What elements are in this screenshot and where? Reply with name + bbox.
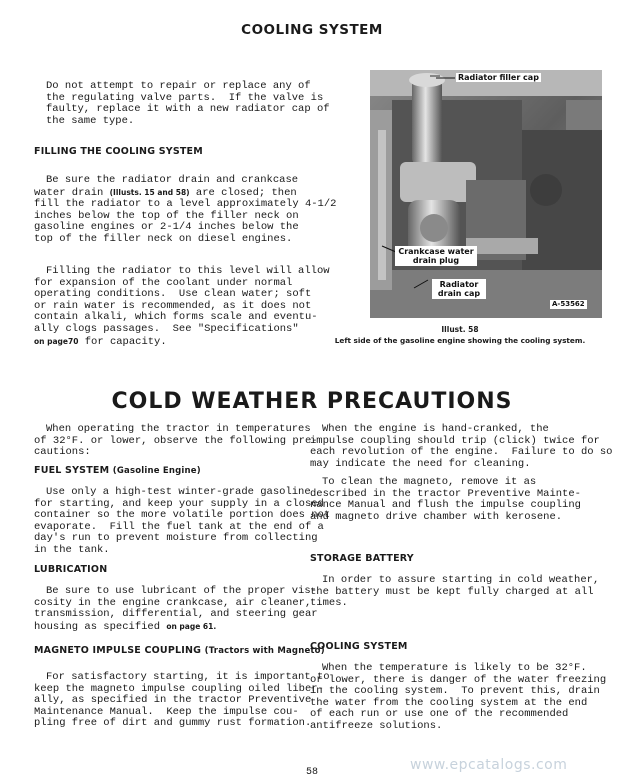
- figure-code: A-53562: [552, 300, 585, 308]
- engine-photo: [370, 70, 602, 318]
- filling-paragraph-2: Filling the radiator to this level will allow for expansion of the coolant under normal operating conditions. Use clean water; soft or rain water is recommended, as it does not contain alkali, which forms scale and eventu- ally clogs passages. See "Specifications" on page70 for capacity.: [34, 265, 330, 348]
- storage-battery-paragraph: In order to assure starting in cold weather, the battery must be kept fully charged at all times.: [310, 574, 600, 610]
- clean-magneto-paragraph: To clean the magneto, remove it as described in the tractor Preventive Mainte- nance Manual and flush the impulse coupling and magneto drive chamber with kerosene.: [310, 476, 581, 523]
- cold-weather-intro: When operating the tractor in temperatures of 32°F. or lower, observe the following pre- cautions:: [34, 423, 318, 459]
- page-citation: on page70: [34, 336, 79, 346]
- section-title: COLD WEATHER PRECAUTIONS: [111, 389, 513, 414]
- callout-crankcase-drain-plug: Crankcase water drain plug: [395, 246, 477, 266]
- cooling-system-paragraph: When the temperature is likely to be 32°F. or lower, there is danger of the water freezing in the cooling system. To prevent this, drain the water from the cooling system at the end of each run or use one of the recommended antifreeze solutions.: [310, 662, 607, 732]
- lubrication-paragraph: Be sure to use lubricant of the proper vis- cosity in the engine crankcase, air cleaner, transmission, differential, and steering gear housing as specified on page 61.: [34, 585, 318, 633]
- cooling-system-heading: COOLING SYSTEM: [310, 641, 408, 652]
- illust-label: Illust. 58: [441, 325, 479, 334]
- fuel-heading: FUEL SYSTEM (Gasoline Engine): [34, 465, 201, 476]
- illust-citation: (Illusts. 15 and 58): [109, 187, 190, 197]
- page-number: 58: [305, 767, 318, 778]
- intro-paragraph: Do not attempt to repair or replace any of the regulating valve parts. If the valve is faulty, replace it with a new radiator cap of the same type.: [46, 80, 330, 127]
- fuel-paragraph: Use only a high-test winter-grade gasoline for starting, and keep your supply in a closed container so the more volatile portion does not evaporate. Fill the fuel tank at the end of a day's run to prevent moisture from collecting in the tank.: [34, 486, 331, 556]
- lubrication-heading: LUBRICATION: [34, 564, 108, 575]
- filling-paragraph-1: Be sure the radiator drain and crankcase water drain (Illusts. 15 and 58) are closed; then fill the radiator to a level approximately 4-1/2 inches below the top of the filler neck on gasoline engines or 2-1/4 inches below the top of the filler neck on diesel engines.: [34, 174, 337, 245]
- callout-radiator-filler-cap: Radiator filler cap: [458, 73, 539, 82]
- magneto-heading: MAGNETO IMPULSE COUPLING (Tractors with Magneto): [34, 645, 325, 656]
- magneto-paragraph: For satisfactory starting, it is important to keep the magneto impulse coupling oiled liber- ally, as specified in the tractor Preventive Maintenance Manual. Keep the impulse cou- pling free of dirt and gummy rust formation.: [34, 671, 330, 730]
- figure-caption: Left side of the gasoline engine showing the cooling system.: [334, 336, 586, 345]
- page-header-title: COOLING SYSTEM: [241, 22, 383, 38]
- callout-radiator-drain-cap: Radiator drain cap: [432, 279, 486, 299]
- lubrication-page-citation: on page 61.: [166, 621, 217, 631]
- storage-battery-heading: STORAGE BATTERY: [310, 553, 414, 564]
- hand-crank-paragraph: When the engine is hand-cranked, the impulse coupling should trip (click) twice for each revolution of the engine. Failure to do so may indicate the need for cleaning.: [310, 423, 613, 470]
- watermark-text: www.epcatalogs.com: [410, 757, 568, 773]
- filling-heading: FILLING THE COOLING SYSTEM: [34, 146, 203, 157]
